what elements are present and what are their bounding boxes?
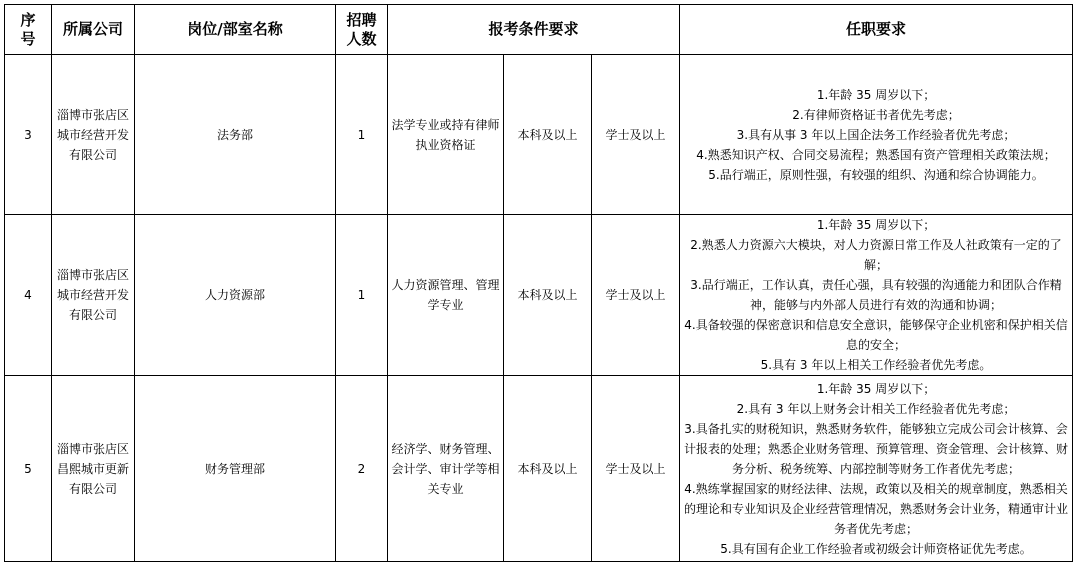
cell-seq: 5: [5, 376, 52, 562]
cell-major: 法学专业或持有律师执业资格证: [388, 55, 504, 215]
cell-company: 淄博市张店区城市经营开发有限公司: [52, 55, 135, 215]
requirement-item: 2.具有 3 年以上财务会计相关工作经验者优先考虑；: [736, 401, 1016, 416]
table-row: [5, 55, 1073, 215]
table-row: [5, 215, 1073, 376]
cell-major: 经济学、财务管理、会计学、审计学等相关专业: [388, 376, 504, 562]
cell-count: 1: [336, 215, 388, 376]
requirement-item: 5.具有国有企业工作经验者或初级会计师资格证优先考虑。: [720, 541, 1032, 556]
cell-education: 本科及以上: [504, 55, 592, 215]
cell-education: 本科及以上: [504, 215, 592, 376]
header-duties: 任职要求: [680, 5, 1073, 55]
cell-degree: 学士及以上: [592, 215, 680, 376]
requirement-item: 1.年龄 35 周岁以下；: [816, 87, 936, 102]
requirement-item: 1.年龄 35 周岁以下；: [816, 218, 936, 232]
requirement-item: 4.熟悉知识产权、合同交易流程；熟悉国有资产管理相关政策法规；: [696, 147, 1056, 162]
cell-position: 法务部: [135, 55, 336, 215]
table-row: [5, 376, 1073, 562]
requirement-item: 2.有律师资格证书者优先考虑；: [792, 107, 960, 122]
cell-degree: 学士及以上: [592, 55, 680, 215]
cell-count: 1: [336, 55, 388, 215]
requirement-item: 2.熟悉人力资源六大模块，对人力资源日常工作及人社政策有一定的了解；: [690, 238, 1062, 272]
cell-major: 人力资源管理、管理学专业: [388, 215, 504, 376]
cell-company: 淄博市张店区城市经营开发有限公司: [52, 215, 135, 376]
requirement-item: 5.品行端正，原则性强，有较强的组织、沟通和综合协调能力。: [708, 167, 1044, 182]
requirement-item: 1.年龄 35 周岁以下；: [816, 381, 936, 396]
cell-position: 人力资源部: [135, 215, 336, 376]
cell-requirements: [680, 215, 1073, 376]
cell-education: 本科及以上: [504, 376, 592, 562]
header-seq: 序号: [5, 5, 52, 55]
recruitment-table: [4, 4, 1073, 562]
requirement-item: 4.具备较强的保密意识和信息安全意识，能够保守企业机密和保护相关信息的安全；: [684, 318, 1068, 352]
cell-seq: 4: [5, 215, 52, 376]
header-conditions: 报考条件要求: [388, 5, 680, 55]
cell-seq: 3: [5, 55, 52, 215]
cell-requirements: [680, 376, 1073, 562]
cell-company: 淄博市张店区昌熙城市更新有限公司: [52, 376, 135, 562]
header-row: [5, 5, 1073, 55]
requirement-item: 3.具有从事 3 年以上国企法务工作经验者优先考虑；: [736, 127, 1016, 142]
requirement-item: 3.具备扎实的财税知识，熟悉财务软件，能够独立完成公司会计核算、会计报表的处理；熟悉企业财务管理、预算管理、资金管理、会计核算、财务分析、税务统筹、内部控制等财务工作者优先考虑；: [684, 421, 1069, 476]
header-position: 岗位/部室名称: [135, 5, 336, 55]
requirement-item: 4.熟练掌握国家的财经法律、法规，政策以及相关的规章制度，熟悉相关的理论和专业知识及企业经营管理情况，熟悉财务会计业务，精通审计业务者优先考虑；: [684, 481, 1069, 536]
requirement-item: 5.具有 3 年以上相关工作经验者优先考虑。: [760, 358, 992, 372]
cell-requirements: [680, 55, 1073, 215]
cell-degree: 学士及以上: [592, 376, 680, 562]
cell-count: 2: [336, 376, 388, 562]
requirement-item: 3.品行端正，工作认真，责任心强，具有较强的沟通能力和团队合作精神，能够与内外部人员进行有效的沟通和协调；: [690, 278, 1062, 312]
header-company: 所属公司: [52, 5, 135, 55]
header-count: 招聘人数: [336, 5, 388, 55]
cell-position: 财务管理部: [135, 376, 336, 562]
